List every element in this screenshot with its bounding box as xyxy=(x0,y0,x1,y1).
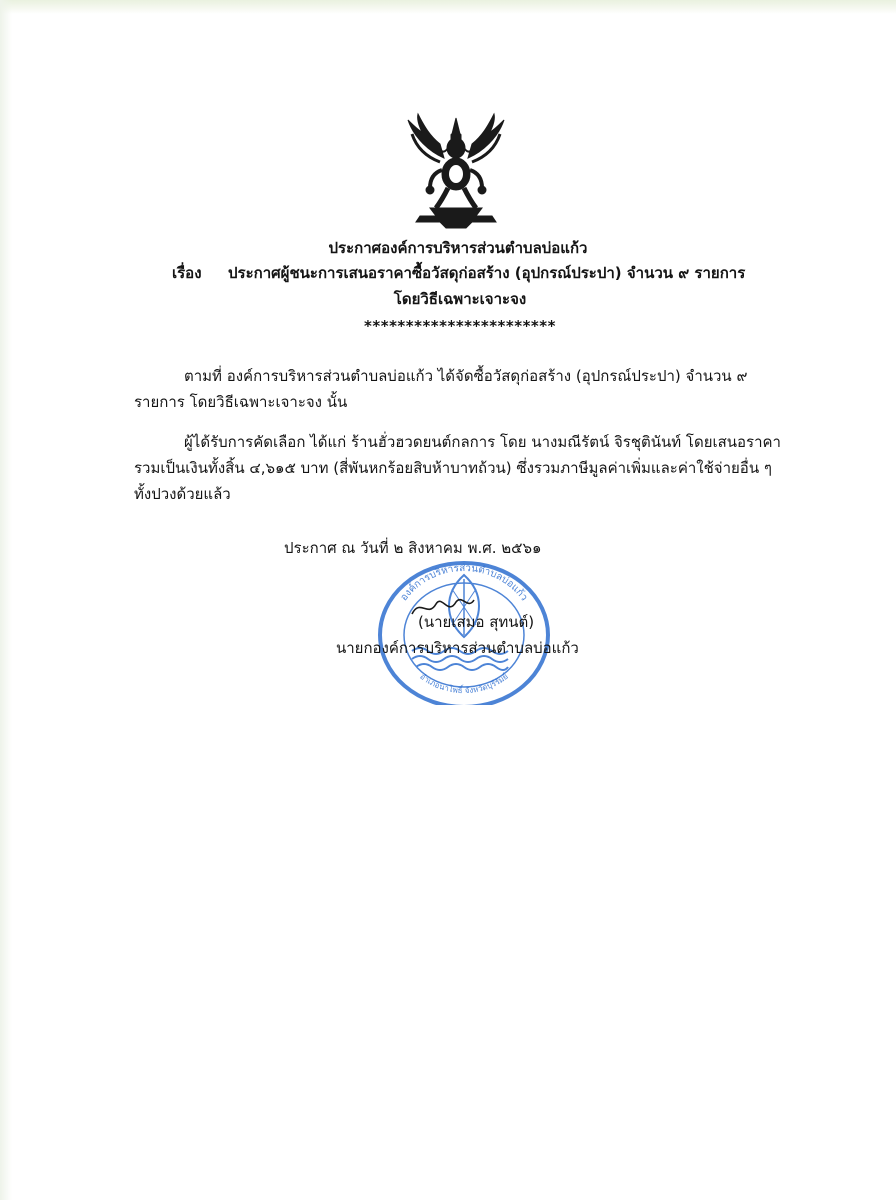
seal-top-text: องค์การบริหารส่วนตำบลบ่อแก้ว xyxy=(398,562,530,604)
subject-line-2: โดยวิธีเฉพาะเจาะจง xyxy=(393,290,527,308)
paragraph-1-line-2: รายการ โดยวิธีเฉพาะเจาะจง นั้น xyxy=(134,393,348,411)
signer-name: (นายเสมอ สุทนต์) xyxy=(418,613,535,631)
page-title: ประกาศองค์การบริหารส่วนตำบลบ่อแก้ว xyxy=(328,239,588,257)
subject-label: เรื่อง xyxy=(172,264,202,282)
paragraph-2-line-3: ทั้งปวงด้วยแล้ว xyxy=(134,485,231,503)
seal-bottom-text: อำเภอนาโพธิ์ จังหวัดบุรีรัมย์ xyxy=(418,671,510,696)
title-separator: *********************** xyxy=(364,317,556,335)
paragraph-1-line-1: ตามที่ องค์การบริหารส่วนตำบลบ่อแก้ว ได้จัดซื้อวัสดุก่อสร้าง (อุปกรณ์ประปา) จำนวน ๙ xyxy=(184,367,748,385)
announcement-date: ประกาศ ณ วันที่ ๒ สิงหาคม พ.ศ. ๒๕๖๑ xyxy=(284,539,542,557)
paragraph-2-line-2: รวมเป็นเงินทั้งสิ้น ๔,๖๑๕ บาท (สี่พันหกร้อยสิบห้าบาทถ้วน) ซึ่งรวมภาษีมูลค่าเพิ่มและค่าใช้จ่ายอื่น ๆ xyxy=(134,459,772,477)
subject-text: ประกาศผู้ชนะการเสนอราคาซื้อวัสดุก่อสร้าง (อุปกรณ์ประปา) จำนวน ๙ รายการ xyxy=(228,264,746,282)
garuda-emblem-icon xyxy=(400,112,512,230)
page-edge xyxy=(0,0,896,14)
page-edge-left xyxy=(0,0,12,1200)
paragraph-2-line-1: ผู้ได้รับการคัดเลือก ได้แก่ ร้านฮั่วฮวดยนต์กลการ โดย นางมณีรัตน์ จิรชุตินันท์ โดยเสนอราคา xyxy=(184,433,781,451)
svg-text:อำเภอนาโพธิ์ จังหวัดบุรีรัมย์ xyxy=(418,671,510,695)
signer-title: นายกองค์การบริหารส่วนตำบลบ่อแก้ว xyxy=(336,639,579,657)
